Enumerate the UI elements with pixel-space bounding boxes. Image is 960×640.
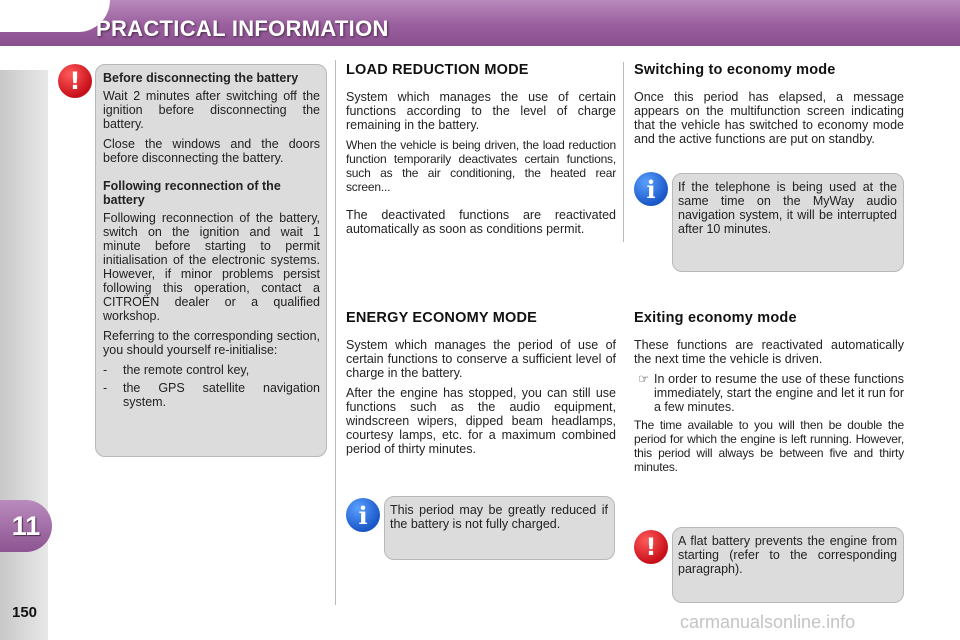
- note-text: If the telephone is being used at the same time on the MyWay audio navigation system, it will be interrupted after 10 minutes.: [678, 180, 897, 236]
- paragraph: These functions are reactivated automatically the next time the vehicle is driven.: [634, 338, 904, 366]
- header-corner: [0, 0, 110, 32]
- info-icon: i: [634, 172, 668, 206]
- battery-disconnect-box: [95, 64, 327, 457]
- info-icon: i: [346, 498, 380, 532]
- box-text: [103, 211, 320, 409]
- paragraph: Referring to the corresponding section, you should yourself re-initialise:: [103, 329, 320, 357]
- page-header: [0, 0, 960, 46]
- list-item: ☞ In order to resume the use of these functions immediately, start the engine and let it run for a few minutes.: [634, 372, 904, 414]
- paragraph: Following reconnection of the battery, switch on the ignition and wait 1 minute before starting to permit initialisation of the electronic systems. However, if minor problems persist following this operation, contact a CITROËN dealer or a qualified workshop.: [103, 211, 320, 323]
- section-title: LOAD REDUCTION MODE: [346, 62, 529, 78]
- paragraph: Wait 2 minutes after switching off the ignition before disconnecting the battery.: [103, 89, 320, 131]
- paragraph: When the vehicle is being driven, the load reduction function temporarily deactivates certain functions, such as the air conditioning, the heated rear screen...: [346, 138, 616, 194]
- column-divider: [623, 62, 624, 242]
- paragraph: After the engine has stopped, you can still use functions such as the audio equipment, windscreen wipers, dipped beam headlamps, courtesy lamps, etc. for a maximum combined period of thirty minutes.: [346, 386, 616, 456]
- paragraph: Close the windows and the doors before disconnecting the battery.: [103, 137, 320, 165]
- section-title: Switching to economy mode: [634, 62, 836, 78]
- warning-icon: !: [58, 64, 92, 98]
- paragraph: System which manages the use of certain functions according to the level of charge remaining in the battery.: [346, 90, 616, 132]
- flat-battery-warning-box: [672, 527, 904, 603]
- section-text: [634, 338, 904, 474]
- battery-note-box: [384, 496, 615, 560]
- list-item: - the remote control key,: [103, 363, 250, 377]
- section-title: ENERGY ECONOMY MODE: [346, 310, 537, 326]
- switching-section: [634, 62, 904, 152]
- box-heading: Before disconnecting the battery: [103, 71, 299, 85]
- paragraph: The time available to you will then be double the period for which the engine is left running. However, this period will always be between five and thirty minutes.: [634, 418, 904, 474]
- watermark: carmanualsonline.info: [680, 612, 856, 632]
- page-title: PRACTICAL INFORMATION: [96, 16, 389, 41]
- note-text: A flat battery prevents the engine from starting (refer to the corresponding paragraph).: [678, 534, 897, 576]
- box-heading: Following reconnection of the battery: [103, 179, 281, 207]
- box-text: [103, 89, 320, 165]
- chapter-tab[interactable]: [0, 500, 52, 552]
- hand-pointer-icon: ☞: [638, 372, 650, 386]
- warning-icon: !: [634, 530, 668, 564]
- page-number: 150: [12, 604, 38, 621]
- paragraph: System which manages the period of use of certain functions to conserve a sufficient level of charge in the battery.: [346, 338, 616, 380]
- note-text: This period may be greatly reduced if the battery is not fully charged.: [390, 503, 608, 531]
- load-reduction-section: [346, 62, 616, 242]
- section-text: [346, 90, 616, 236]
- section-text: [634, 90, 904, 146]
- chapter-number: 11: [11, 510, 41, 541]
- paragraph: Once this period has elapsed, a message appears on the multifunction screen indicating that the vehicle has switched to economy mode and the active functions are put on standby.: [634, 90, 904, 146]
- sidebar-strip: [0, 70, 48, 640]
- column-divider: [335, 60, 336, 605]
- telephone-note-box: [672, 173, 904, 272]
- exiting-section: [634, 310, 904, 480]
- section-text: [346, 338, 616, 456]
- energy-economy-section: [346, 310, 616, 462]
- section-title: Exiting economy mode: [634, 310, 797, 326]
- list-item: - the GPS satellite navigation system.: [103, 381, 320, 409]
- paragraph: The deactivated functions are reactivated automatically as soon as conditions permit.: [346, 208, 616, 236]
